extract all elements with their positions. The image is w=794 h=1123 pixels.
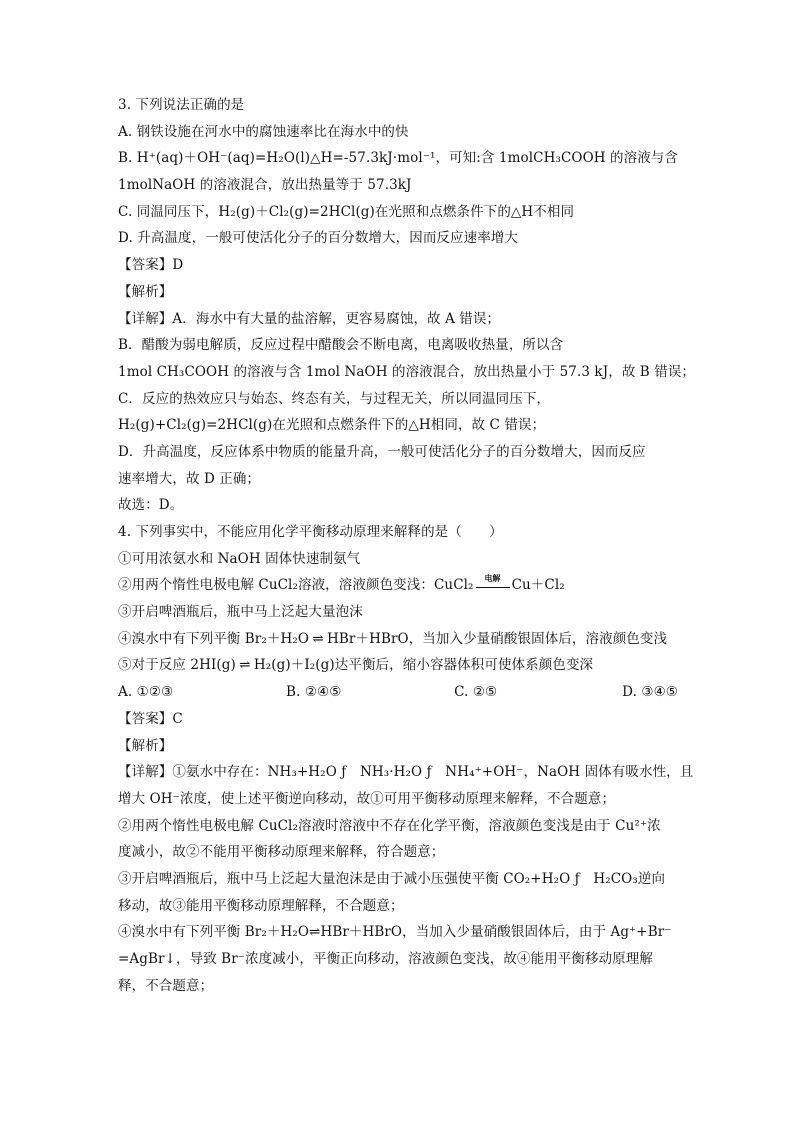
q3-explanation-line: 速率增大，故 D 正确； <box>118 470 261 487</box>
q4-explanation-line: 度减小，故②不能用平衡移动原理来解释，符合题意； <box>118 844 445 861</box>
q4-statement-1: ①可用浓氨水和 NaOH 固体快速制氨气 <box>118 550 361 567</box>
statement-4-rest: HBr＋HBrO，当加入少量硝酸银固体后，溶液颜色变浅 <box>327 630 668 647</box>
q3-explanation-line: H₂(g)+Cl₂(g)=2HCl(g)在光照和点燃条件下的△H相同，故 C 错误； <box>118 417 546 434</box>
q4-explanation-line: 【详解】①氨水中存在：NH₃+H₂O ƒ NH₃·H₂O ƒ NH₄⁺+OH⁻，NaOH 固体有吸水性，且 <box>118 764 694 781</box>
q4-statement-3: ③开启啤酒瓶后，瓶中马上泛起大量泡沫 <box>118 604 363 621</box>
statement-4-text: ④溴水中有下列平衡 Br₂＋H₂O <box>118 630 310 647</box>
q4-statement-5 <box>118 652 678 679</box>
q3-option-a: A. 钢铁设施在河水中的腐蚀速率比在海水中的快 <box>118 123 409 140</box>
q4-option-d: D. ③④⑤ <box>622 684 678 701</box>
q3-conclusion: 故选：D。 <box>118 497 184 514</box>
equilibrium-arrow: ⇌ <box>312 630 324 647</box>
q4-statement-4 <box>118 626 678 653</box>
statement-2-text: ②用两个惰性电极电解 CuCl₂溶液，溶液颜色变浅：CuCl₂ <box>118 577 474 594</box>
arrow-line <box>476 587 510 588</box>
equilibrium-arrow: ⇌ <box>239 657 251 674</box>
q4-explanation-line: ③开启啤酒瓶后，瓶中马上泛起大量泡沫是由于减小压强使平衡 CO₂+H₂O ƒ H₂CO₃逆向 <box>118 870 666 887</box>
electrolysis-arrow <box>476 572 510 593</box>
q4-explanation-line: 移动，故③能用平衡移动原理解释，不合题意； <box>118 897 404 914</box>
q4-option-c: C. ②⑤ <box>454 684 498 701</box>
q3-analysis-heading: 【解析】 <box>118 283 173 300</box>
statement-5-text: ⑤对于反应 2HI(g) <box>118 657 236 674</box>
q3-explanation-line: B．醋酸为弱电解质，反应过程中醋酸会不断电离，电离吸收热量，所以含 <box>118 337 564 354</box>
statement-2-products: Cu＋Cl₂ <box>511 577 565 594</box>
q4-explanation-line: 增大 OH⁻浓度，使上述平衡逆向移动，故①可用平衡移动原理来解释，不合题意； <box>118 790 616 807</box>
statement-5-rest: H₂(g)＋I₂(g)达平衡后，缩小容器体积可使体系颜色变深 <box>253 657 594 674</box>
q3-option-d: D. 升高温度，一般可使活化分子的百分数增大，因而反应速率增大 <box>118 230 519 247</box>
q3-explanation-line: 【详解】A．海水中有大量的盐溶解，更容易腐蚀，故 A 错误； <box>118 310 501 327</box>
document-page <box>118 92 696 999</box>
q4-explanation-line: =AgBr↓，导致 Br⁻浓度减小，平衡正向移动，溶液颜色变浅，故④能用平衡移动原理解 <box>118 951 653 967</box>
q4-option-b: B. ②④⑤ <box>286 684 342 701</box>
question-4-stem: 4. 下列事实中，不能应用化学平衡移动原理来解释的是（ ） <box>118 524 503 540</box>
q3-option-b: B. H⁺(aq)＋OH⁻(aq)=H₂O(l)△H=-57.3kJ·mol⁻¹，可知:含 1molCH₃COOH 的溶液与含 <box>118 150 679 167</box>
electrolysis-label: 电解 <box>484 572 501 583</box>
q4-options <box>118 679 678 706</box>
q3-explanation-line: 1mol CH₃COOH 的溶液与含 1mol NaOH 的溶液混合，放出热量小于 57.3 kJ，故 B 错误； <box>118 363 696 380</box>
q4-explanation-line: 释，不合题意； <box>118 977 214 994</box>
q3-option-b-cont: 1molNaOH 的溶液混合，放出热量等于 57.3kJ <box>118 177 412 194</box>
q3-explanation-line: D．升高温度，反应体系中物质的能量升高，一般可使活化分子的百分数增大，因而反应 <box>118 443 646 460</box>
q4-analysis-heading: 【解析】 <box>118 737 173 754</box>
q3-explanation-line: C．反应的热效应只与始态、终态有关，与过程无关，所以同温同压下， <box>118 390 551 407</box>
q3-answer: 【答案】D <box>118 257 184 274</box>
q4-explanation-line: ④溴水中有下列平衡 Br₂＋H₂O⇌HBr＋HBrO，当加入少量硝酸银固体后，由于 Ag⁺+Br⁻ <box>118 924 672 941</box>
question-3-stem: 3. 下列说法正确的是 <box>118 97 245 113</box>
q4-answer: 【答案】C <box>118 710 183 727</box>
q4-statement-2 <box>118 572 678 599</box>
q4-explanation-line: ②用两个惰性电极电解 CuCl₂溶液时溶液中不存在化学平衡，溶液颜色变浅是由于 Cu²⁺浓 <box>118 817 661 834</box>
q4-option-a: A. ①②③ <box>118 684 174 701</box>
q3-option-c: C. 同温同压下，H₂(g)＋Cl₂(g)=2HCl(g)在光照和点燃条件下的△H不相同 <box>118 203 575 220</box>
